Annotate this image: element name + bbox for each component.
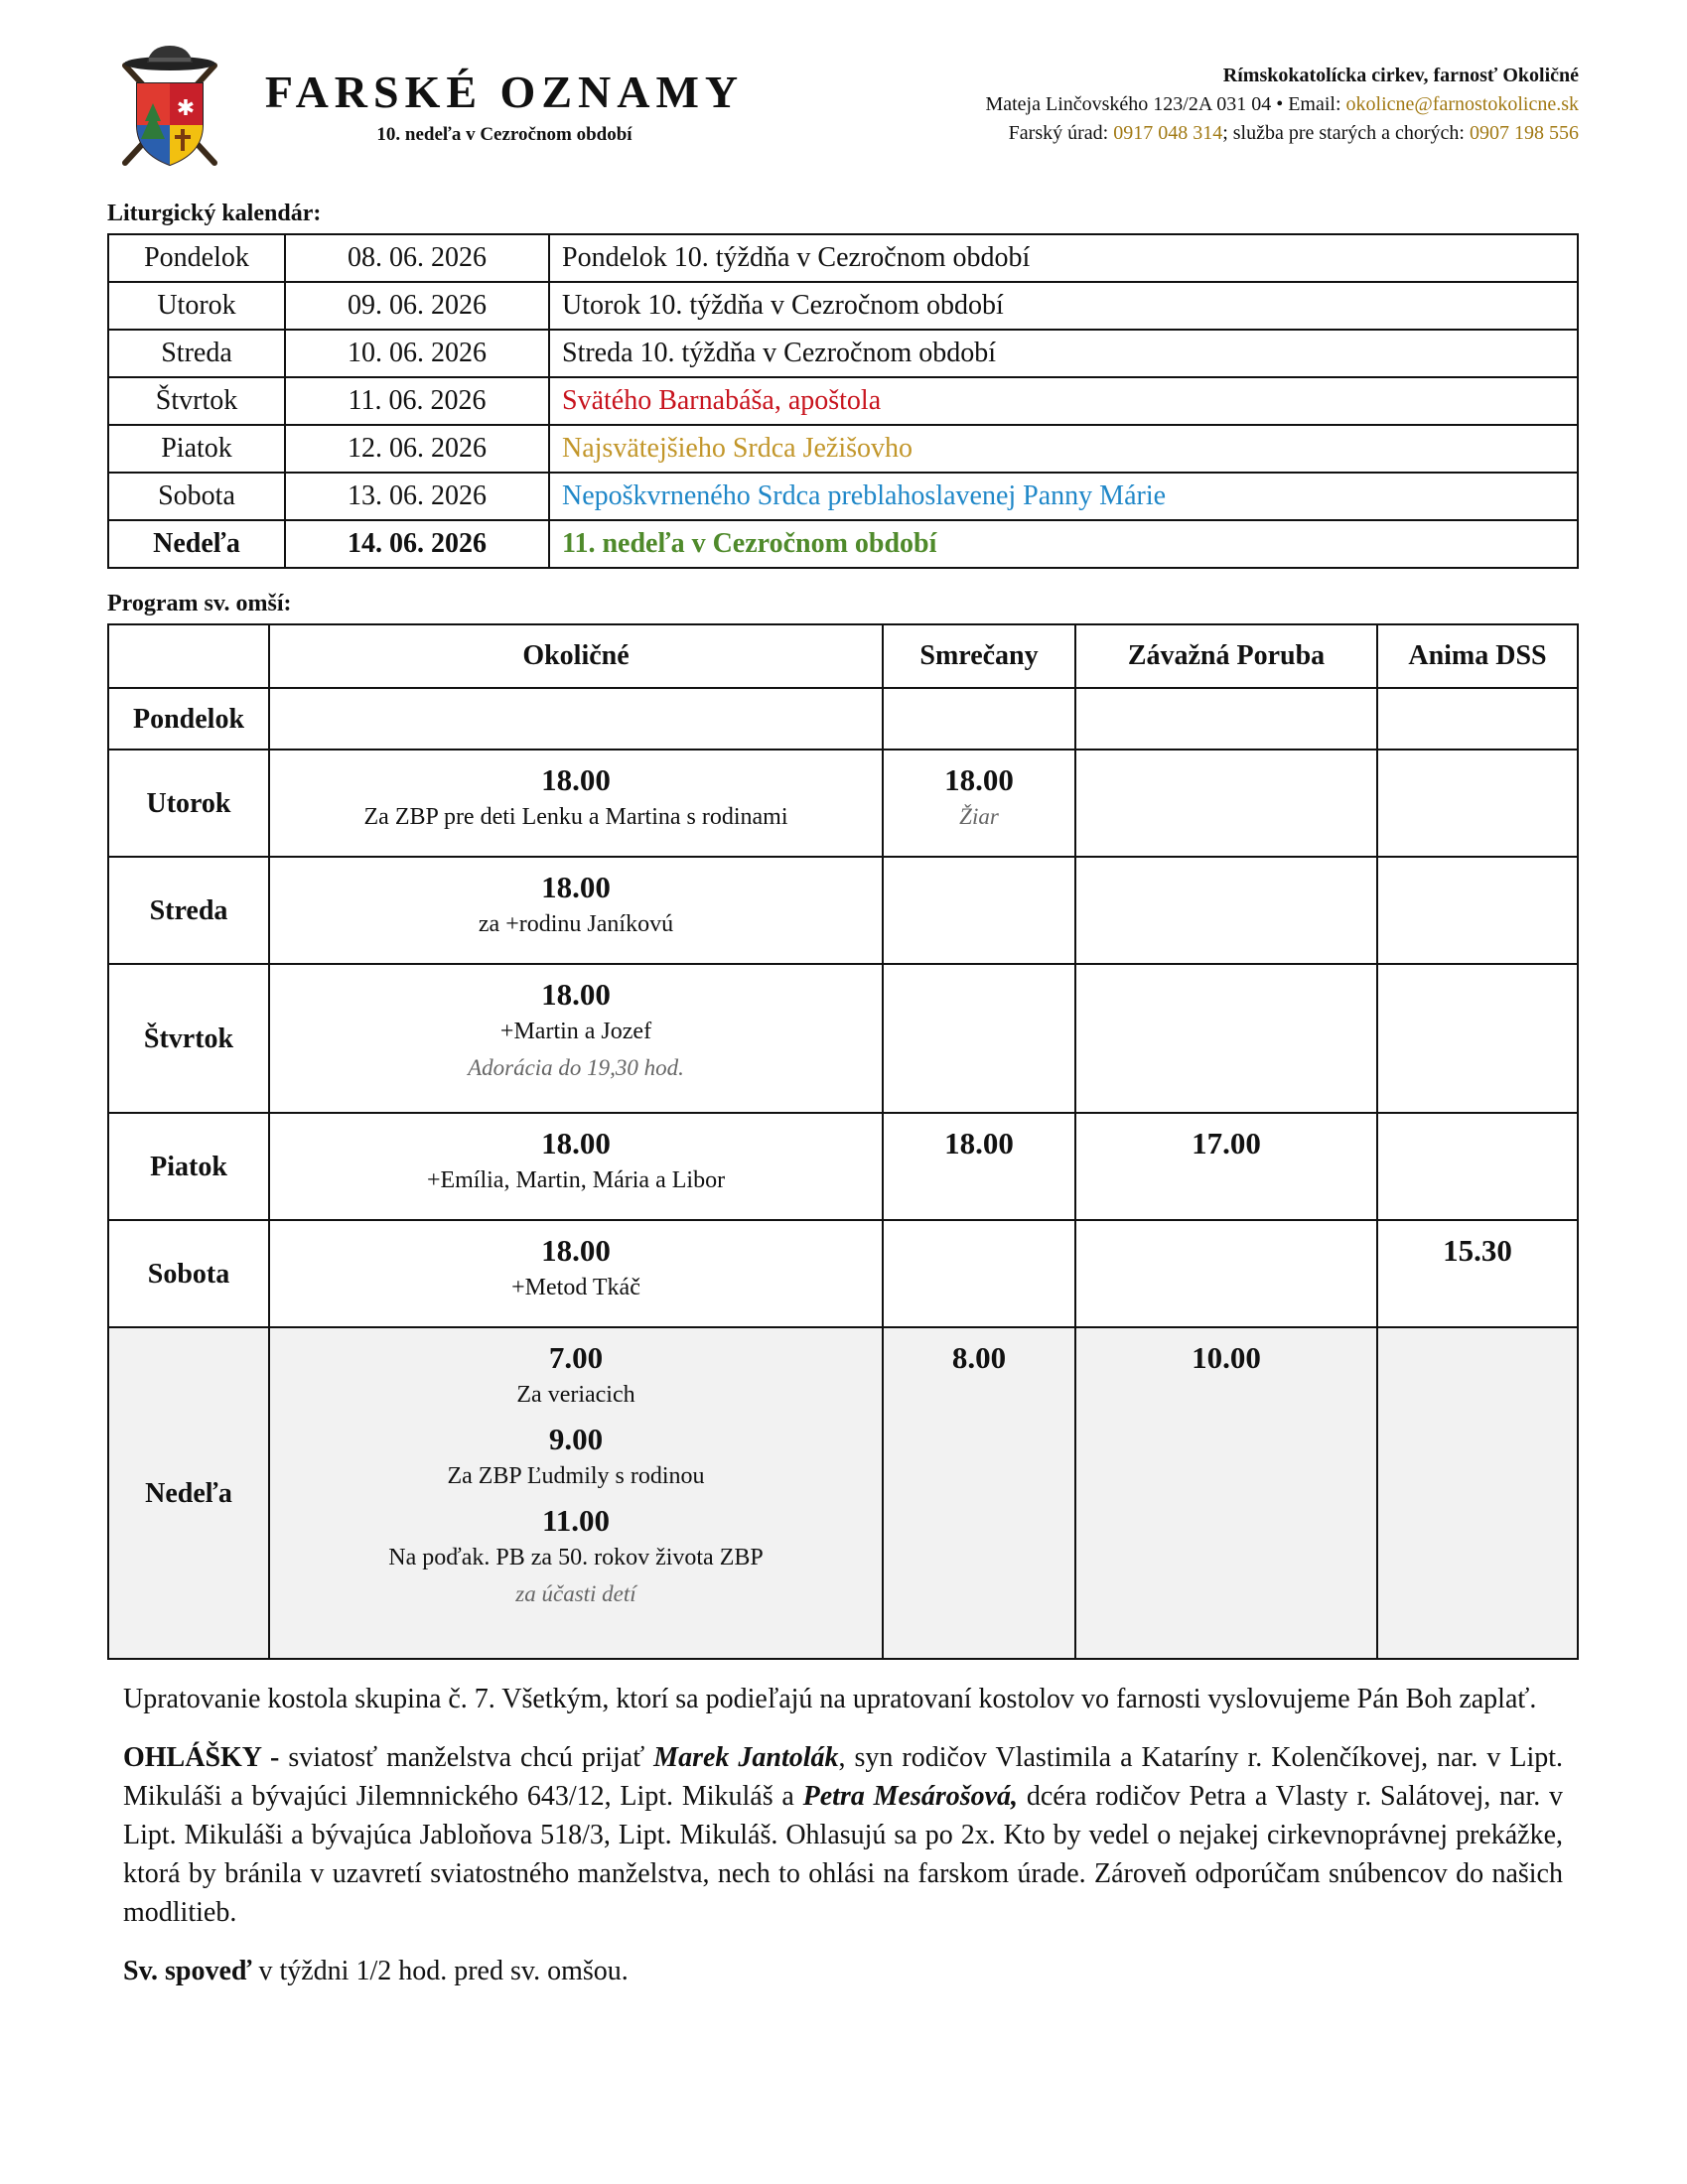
parish-name: Rímskokatolícka cirkev, farnosť Okoličné <box>1222 65 1579 86</box>
anima-dss-cell <box>1377 750 1578 857</box>
zavazna-poruba-cell <box>1075 688 1377 750</box>
okolicne-cell <box>269 750 883 857</box>
column-header: Smrečany <box>883 624 1075 688</box>
program-row <box>108 857 1578 964</box>
svg-text:✱: ✱ <box>176 96 196 121</box>
calendar-day: Piatok <box>108 425 285 473</box>
calendar-date: 08. 06. 2026 <box>285 234 549 282</box>
banns-text: dcéra rodičov Petra a Vlasty r. Salátovej, nar. v Lipt. Mikuláši a bývajúca Jablоňova 518/3, Lipt. Mikuláš. Ohlasujú sa po 2x. Kto by vedel o nejakej cirkevnoprávnej prekážke, ktorá by bránila v uzavretí sviatostného manželstva, nech to ohlási na farskom úrade. Zároveň odporúčam snúbencov do našich modlitieb. <box>123 1781 1563 1928</box>
calendar-feast: Svätého Barnabáša, apoštola <box>549 377 1578 425</box>
calendar-day: Sobota <box>108 473 285 520</box>
mass-intention: za +rodinu Janíkovú <box>478 911 674 937</box>
okolicne-cell <box>269 688 883 750</box>
program-day: Piatok <box>108 1113 269 1220</box>
smrecany-cell <box>883 1220 1075 1327</box>
liturgical-calendar-table <box>107 233 1579 569</box>
phone-line <box>985 119 1579 148</box>
program-day: Utorok <box>108 750 269 857</box>
program-row <box>108 750 1578 857</box>
calendar-feast: Streda 10. týždňa v Cezročnom období <box>549 330 1578 377</box>
contact-info <box>985 62 1579 148</box>
confession-label: Sv. spoveď <box>123 1956 252 1986</box>
page-subtitle: 10. nedeľa v Cezročnom období <box>376 124 633 145</box>
office-label: Farský úrad: <box>1008 122 1109 144</box>
okolicne-cell <box>269 964 883 1113</box>
banns-label: OHLÁŠKY - <box>123 1742 280 1773</box>
zavazna-poruba-cell <box>1075 1220 1377 1327</box>
mass-time: 18.00 <box>944 762 1014 797</box>
calendar-date: 12. 06. 2026 <box>285 425 549 473</box>
zavazna-poruba-cell <box>1075 857 1377 964</box>
email-link[interactable]: okolicne@farnostokolicne.sk <box>1345 93 1579 115</box>
mass-time: 7.00 <box>548 1340 604 1375</box>
mass-time: 18.00 <box>541 1126 611 1160</box>
cleaning-notice: Upratovanie kostola skupina č. 7. Všetkým, ktorí sa podieľajú na upratovaní kostolov vo farnosti vyslovujeme Pán Boh zaplať. <box>123 1684 1537 1714</box>
mass-time: 18.00 <box>541 1233 611 1268</box>
anima-dss-cell <box>1377 964 1578 1113</box>
zavazna-poruba-cell <box>1075 750 1377 857</box>
calendar-date: 09. 06. 2026 <box>285 282 549 330</box>
mass-time: 18.00 <box>944 1126 1014 1160</box>
zavazna-poruba-cell <box>1075 1113 1377 1220</box>
program-row <box>108 1220 1578 1327</box>
bulletin-page <box>107 40 1579 1990</box>
calendar-day: Streda <box>108 330 285 377</box>
program-row <box>108 1327 1578 1659</box>
calendar-feast: 11. nedeľa v Cezročnom období <box>549 520 1578 568</box>
calendar-row <box>108 282 1578 330</box>
calendar-row <box>108 234 1578 282</box>
smrecany-cell <box>883 857 1075 964</box>
groom-name: Marek Jantolák <box>653 1742 839 1773</box>
calendar-feast: Pondelok 10. týždňa v Cezročnom období <box>549 234 1578 282</box>
page-title: FARSKÉ OZNAMY <box>264 67 745 117</box>
mass-note: Adorácia do 19,30 hod. <box>468 1055 684 1080</box>
program-header-row <box>108 624 1578 688</box>
banns-notice <box>123 1738 1563 1932</box>
calendar-day: Utorok <box>108 282 285 330</box>
mass-time: 15.30 <box>1443 1233 1512 1268</box>
program-day: Streda <box>108 857 269 964</box>
anima-dss-cell <box>1377 1113 1578 1220</box>
banns-text: , syn rodičov Vlastimila a Kataríny r. Kolenčíkovej, nar. v Lipt. Mikuláši a bývajúci Jilemnnického 643/12, Lipt. Mikuláš a <box>123 1742 1564 1812</box>
okolicne-cell <box>269 1327 883 1659</box>
program-day: Sobota <box>108 1220 269 1327</box>
calendar-day: Pondelok <box>108 234 285 282</box>
program-day: Štvrtok <box>108 964 269 1113</box>
smrecany-cell <box>883 1113 1075 1220</box>
mass-time: 17.00 <box>1192 1126 1261 1160</box>
mass-time: 18.00 <box>541 977 611 1012</box>
mass-intention: +Martin a Jozef <box>499 1019 652 1044</box>
mass-intention: Za ZBP pre deti Lenku a Martina s rodinami <box>363 804 788 830</box>
title-block <box>256 66 753 146</box>
address: Mateja Linčovského 123/2A 031 04 • Email: <box>985 93 1341 115</box>
office-phone[interactable]: 0917 048 314 <box>1113 122 1223 144</box>
mass-program-table <box>107 623 1579 1660</box>
calendar-date: 14. 06. 2026 <box>285 520 549 568</box>
mass-intention: +Metod Tkáč <box>511 1275 640 1300</box>
address-line <box>985 90 1579 119</box>
smrecany-cell <box>883 964 1075 1113</box>
calendar-feast: Nepoškvrneného Srdca preblahoslavenej Panny Márie <box>549 473 1578 520</box>
mass-time: 11.00 <box>541 1503 611 1538</box>
calendar-day: Nedeľa <box>108 520 285 568</box>
calendar-row <box>108 330 1578 377</box>
calendar-feast: Najsvätejšieho Srdca Ježišovho <box>549 425 1578 473</box>
calendar-date: 13. 06. 2026 <box>285 473 549 520</box>
mass-note: Žiar <box>959 804 999 829</box>
okolicne-cell <box>269 1113 883 1220</box>
calendar-row <box>108 473 1578 520</box>
service-phone[interactable]: 0907 198 556 <box>1470 122 1579 144</box>
calendar-date: 10. 06. 2026 <box>285 330 549 377</box>
program-day: Pondelok <box>108 688 269 750</box>
program-row <box>108 1113 1578 1220</box>
calendar-row <box>108 520 1578 568</box>
calendar-row <box>108 425 1578 473</box>
confession-notice <box>123 1952 1563 1990</box>
parish-coat-of-arms-icon <box>111 42 228 173</box>
zavazna-poruba-cell <box>1075 1327 1377 1659</box>
calendar-row <box>108 377 1578 425</box>
service-label: ; služba pre starých a chorých: <box>1222 122 1465 144</box>
mass-time: 18.00 <box>541 762 611 797</box>
program-row <box>108 688 1578 750</box>
mass-time: 8.00 <box>951 1340 1007 1375</box>
calendar-day: Štvrtok <box>108 377 285 425</box>
smrecany-cell <box>883 688 1075 750</box>
anima-dss-cell <box>1377 1220 1578 1327</box>
anima-dss-cell <box>1377 1327 1578 1659</box>
bride-name: Petra Mesárošová, <box>802 1781 1019 1812</box>
mass-intention: Za veriacich <box>516 1382 635 1408</box>
smrecany-cell <box>883 1327 1075 1659</box>
column-header: Anima DSS <box>1377 624 1578 688</box>
mass-time: 10.00 <box>1192 1340 1261 1375</box>
zavazna-poruba-cell <box>1075 964 1377 1113</box>
mass-intention: Na poďak. PB za 50. rokov života ZBP <box>388 1545 764 1570</box>
calendar-date: 11. 06. 2026 <box>285 377 549 425</box>
corner-cell <box>108 624 269 688</box>
anima-dss-cell <box>1377 857 1578 964</box>
calendar-feast: Utorok 10. týždňa v Cezročnom období <box>549 282 1578 330</box>
smrecany-cell <box>883 750 1075 857</box>
program-day: Nedeľa <box>108 1327 269 1659</box>
mass-time: 18.00 <box>541 870 611 904</box>
confession-text: v týždni 1/2 hod. pred sv. omšou. <box>251 1956 629 1986</box>
program-label: Program sv. omší: <box>107 591 292 616</box>
anima-dss-cell <box>1377 688 1578 750</box>
column-header: Okoličné <box>269 624 883 688</box>
calendar-label: Liturgický kalendár: <box>107 201 322 226</box>
banns-text: sviatosť manželstva chcú prijať <box>279 1742 654 1773</box>
okolicne-cell <box>269 1220 883 1327</box>
column-header: Závažná Poruba <box>1075 624 1377 688</box>
header <box>107 40 1579 179</box>
okolicne-cell <box>269 857 883 964</box>
mass-intention: +Emília, Martin, Mária a Libor <box>426 1167 726 1193</box>
mass-time: 9.00 <box>548 1422 604 1456</box>
mass-note: za účasti detí <box>515 1581 636 1606</box>
program-row <box>108 964 1578 1113</box>
mass-intention: Za ZBP Ľudmily s rodinou <box>447 1463 705 1489</box>
